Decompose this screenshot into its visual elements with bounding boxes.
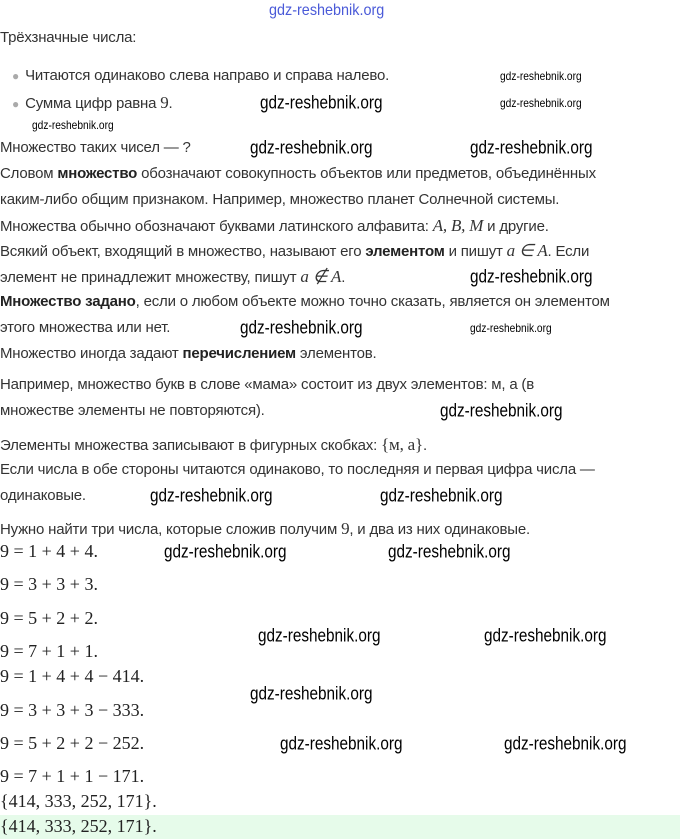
- paragraph-line: Например, множество букв в слове «мама» состоит из двух элементов: м, а (в: [0, 376, 534, 393]
- watermark: gdz-reshebnik.org: [500, 96, 582, 110]
- paragraph-line: [0, 435, 427, 456]
- paragraph-line: одинаковые.: [0, 487, 86, 504]
- watermark: gdz-reshebnik.org: [470, 266, 593, 287]
- equation: 9 = 3 + 3 + 3.: [0, 574, 98, 594]
- paragraph-line: этого множества или нет.: [0, 319, 171, 336]
- paragraph-line: [0, 344, 376, 364]
- equation: 9 = 5 + 2 + 2.: [0, 608, 98, 628]
- watermark: gdz-reshebnik.org: [504, 733, 627, 754]
- math-inline: A, B, M: [432, 216, 484, 235]
- watermark: gdz-reshebnik.org: [500, 69, 582, 83]
- text: и другие.: [483, 218, 549, 235]
- equation: 9 = 7 + 1 + 1.: [0, 641, 98, 661]
- answer-set-highlighted: {414, 333, 252, 171}.: [0, 816, 157, 836]
- watermark: gdz-reshebnik.org: [470, 321, 552, 335]
- watermark: gdz-reshebnik.org: [470, 137, 593, 158]
- text: Словом: [0, 165, 58, 182]
- watermark: gdz-reshebnik.org: [250, 683, 373, 704]
- bullet-text: Сумма цифр равна: [25, 95, 161, 112]
- equation: 9 = 5 + 2 + 2 − 252.: [0, 733, 145, 753]
- watermark: gdz-reshebnik.org: [388, 541, 511, 562]
- header-watermark: gdz-reshebnik.org: [269, 2, 385, 19]
- equation: 9 = 3 + 3 + 3 − 333.: [0, 700, 145, 720]
- intro-text: Трёхзначные числа:: [0, 29, 137, 46]
- text: Множества обычно обозначают буквами латинского алфавита:: [0, 218, 433, 235]
- text: элемент не принадлежит множеству, пишут: [0, 269, 301, 286]
- bold-term: элементом: [365, 243, 445, 260]
- paragraph-line: множестве элементы не повторяются).: [0, 402, 265, 419]
- math-inline: 9: [341, 519, 350, 538]
- bullet-item: [0, 66, 389, 86]
- watermark: gdz-reshebnik.org: [380, 485, 503, 506]
- text: .: [422, 437, 427, 454]
- bullet-item: [0, 93, 173, 114]
- paragraph-line: [0, 267, 345, 288]
- answer-set: {414, 333, 252, 171}.: [0, 791, 157, 811]
- watermark: gdz-reshebnik.org: [280, 733, 403, 754]
- text: Всякий объект, входящий в множество, называют его: [0, 243, 366, 260]
- text: Нужно найти три числа, которые сложив получим: [0, 521, 342, 538]
- paragraph-line: [0, 241, 589, 262]
- text: . Если: [547, 243, 590, 260]
- watermark: gdz-reshebnik.org: [484, 625, 607, 646]
- text: и пишут: [444, 243, 507, 260]
- watermark: gdz-reshebnik.org: [250, 137, 373, 158]
- bullet-text: .: [168, 95, 173, 112]
- watermark: gdz-reshebnik.org: [164, 541, 287, 562]
- text: Множество иногда задают: [0, 345, 183, 362]
- paragraph-line: Если числа в обе стороны читаются одинаково, то последняя и первая цифра числа —: [0, 461, 595, 478]
- watermark: gdz-reshebnik.org: [240, 317, 363, 338]
- bold-term: множество: [57, 165, 138, 182]
- text: , если о любом объекте можно точно сказать, является он элементом: [135, 293, 610, 310]
- bullet-dot-icon: ●: [12, 69, 20, 83]
- text: обозначают совокупность объектов или предметов, объединённых: [137, 165, 596, 182]
- paragraph-line: [0, 216, 549, 237]
- equation: 9 = 7 + 1 + 1 − 171.: [0, 766, 145, 786]
- math-inline: a ∉ A: [300, 267, 342, 286]
- paragraph-line: [0, 164, 596, 184]
- watermark: gdz-reshebnik.org: [440, 400, 563, 421]
- watermark: gdz-reshebnik.org: [258, 625, 381, 646]
- watermark: gdz-reshebnik.org: [260, 92, 383, 113]
- text: Элементы множества записывают в фигурных скобках:: [0, 437, 382, 454]
- text: , и два из них одинаковые.: [349, 521, 530, 538]
- paragraph-line: [0, 292, 610, 312]
- math-inline: 9: [160, 93, 169, 112]
- bold-term: Множество задано: [0, 293, 136, 310]
- paragraph-line: [0, 519, 530, 540]
- bold-term: перечислением: [182, 345, 296, 362]
- watermark: gdz-reshebnik.org: [32, 118, 114, 132]
- math-inline: a ∈ A: [506, 241, 548, 260]
- equation: 9 = 1 + 4 + 4.: [0, 541, 98, 561]
- equation: 9 = 1 + 4 + 4 − 414.: [0, 666, 145, 686]
- math-inline: {м, а}: [381, 435, 423, 454]
- text: элементов.: [295, 345, 377, 362]
- bullet-dot-icon: ●: [12, 97, 20, 111]
- watermark: gdz-reshebnik.org: [150, 485, 273, 506]
- question-text: Множество таких чисел — ?: [0, 139, 191, 156]
- text: .: [341, 269, 346, 286]
- bullet-text: Читаются одинаково слева направо и справа налево.: [25, 67, 390, 84]
- paragraph-line: каким-либо общим признаком. Например, множество планет Солнечной системы.: [0, 191, 560, 208]
